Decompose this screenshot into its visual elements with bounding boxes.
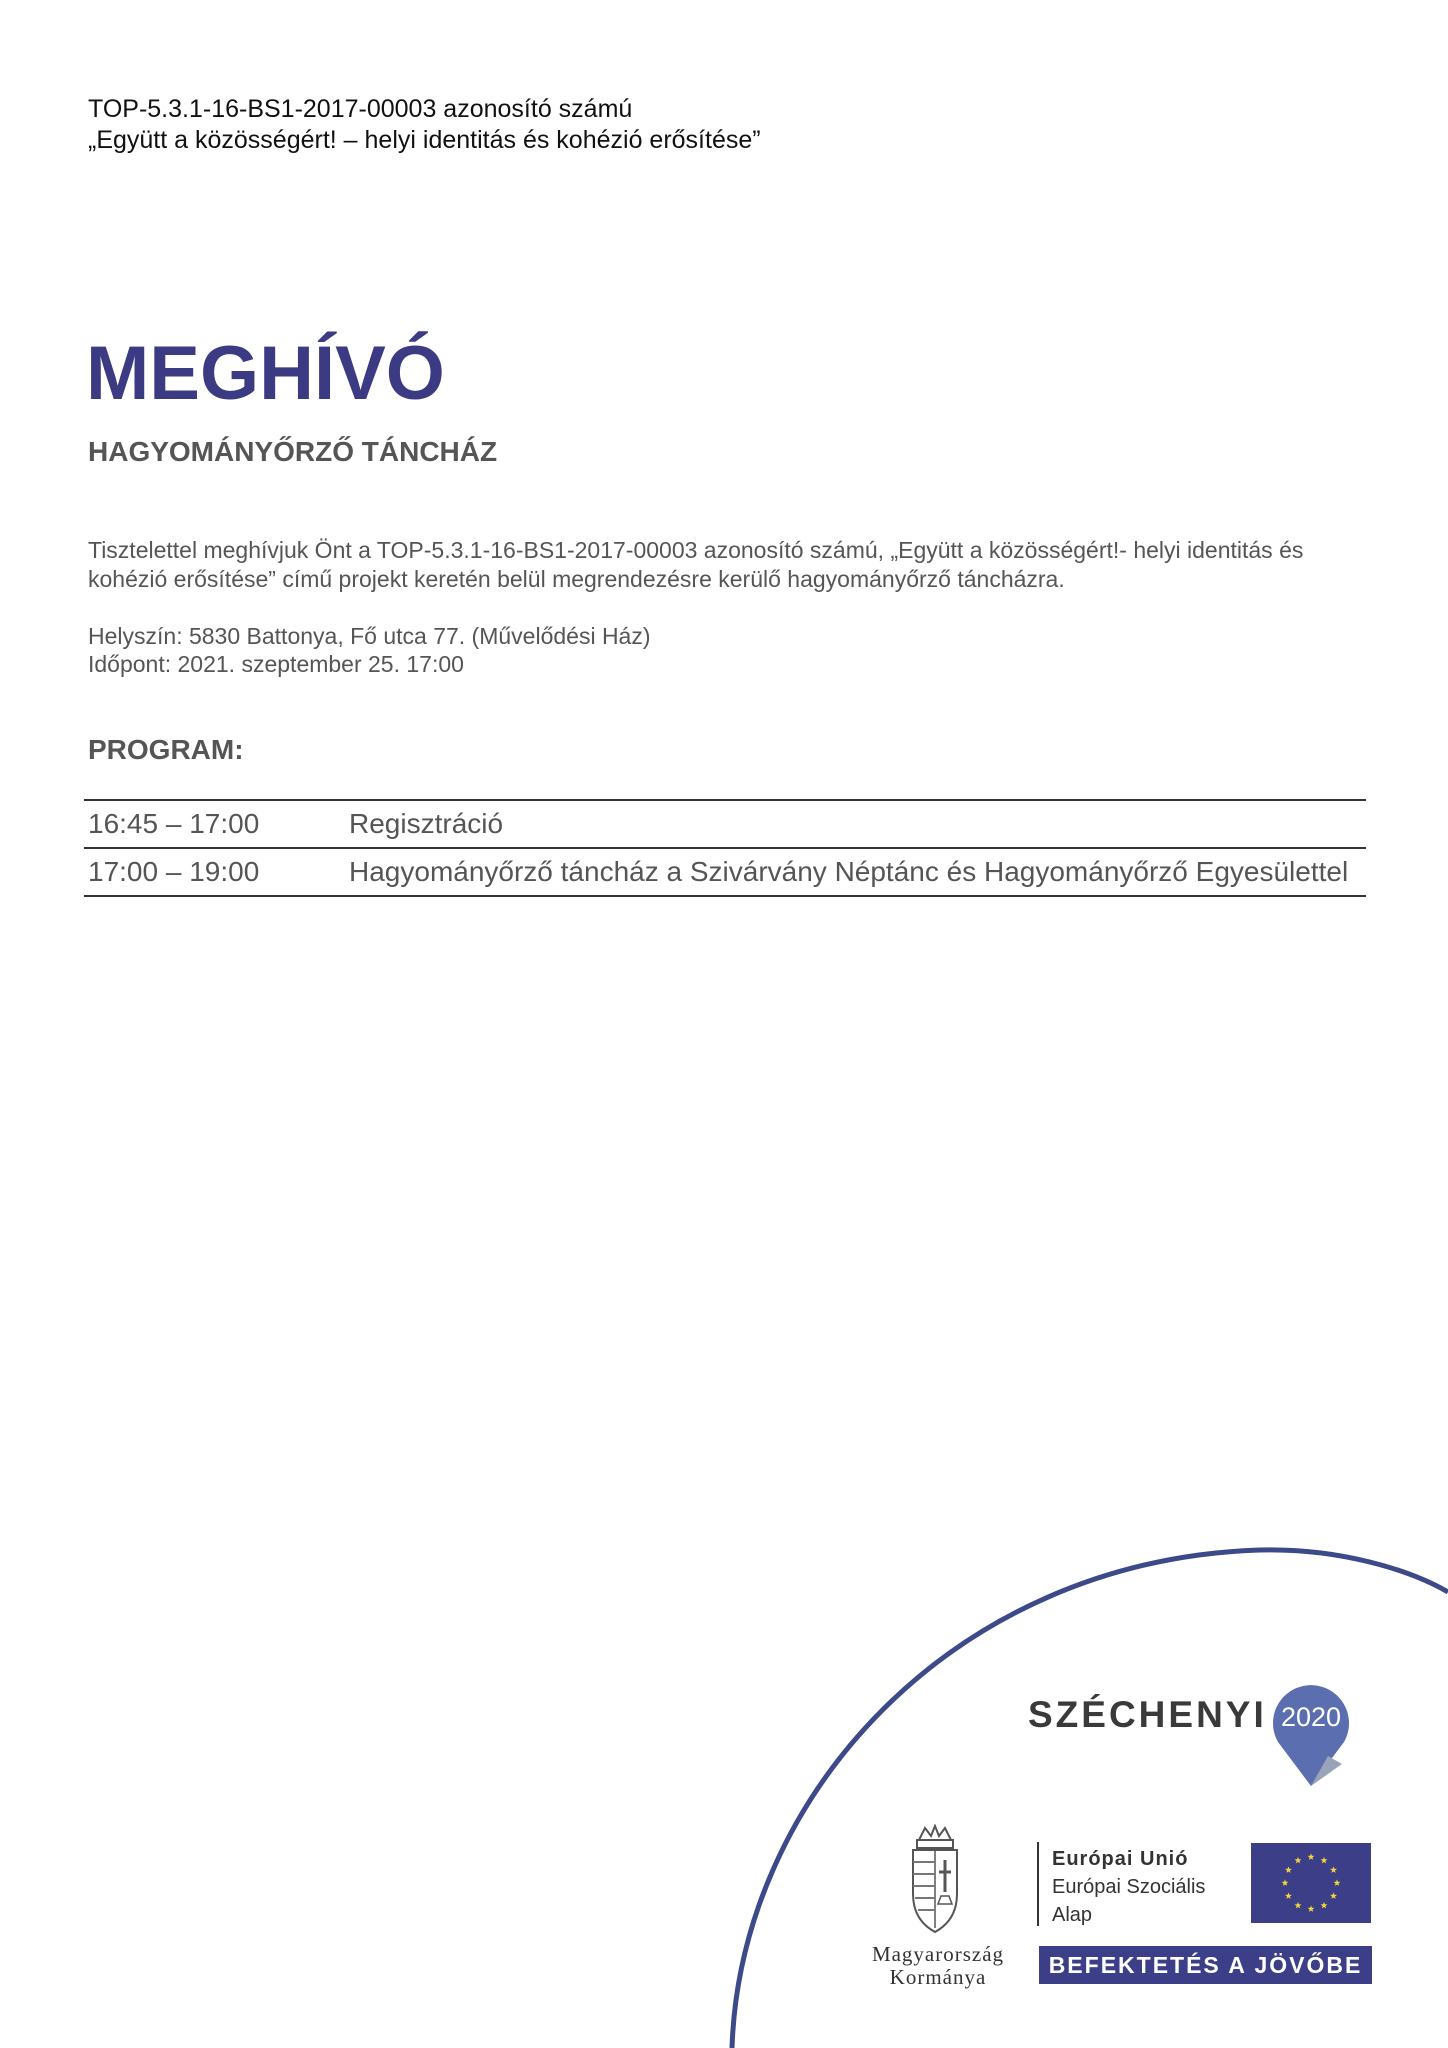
header-line-2: „Együtt a közösségért! – helyi identitás és kohézió erősítése” bbox=[88, 126, 761, 154]
program-activity: Regisztráció bbox=[345, 800, 1366, 848]
szechenyi-logo-text: SZÉCHENYI bbox=[1028, 1694, 1267, 1735]
program-heading: PROGRAM: bbox=[88, 734, 244, 765]
gov-line-1: Magyarország bbox=[871, 1942, 1005, 1966]
government-logo-text bbox=[850, 1943, 1026, 1989]
eu-divider bbox=[1037, 1842, 1039, 1926]
program-time: 17:00 – 19:00 bbox=[84, 848, 345, 896]
szechenyi-pin-icon bbox=[1268, 1676, 1354, 1788]
header-line-1: TOP-5.3.1-16-BS1-2017-00003 azonosító számú bbox=[88, 95, 633, 123]
event-time: Időpont: 2021. szeptember 25. 17:00 bbox=[88, 651, 464, 677]
eu-logo-text bbox=[1052, 1845, 1205, 1929]
eu-flag-icon bbox=[1251, 1843, 1371, 1923]
program-time: 16:45 – 17:00 bbox=[84, 800, 345, 848]
eu-line-1: Európai Unió bbox=[1052, 1848, 1189, 1870]
invest-banner: BEFEKTETÉS A JÖVŐBE bbox=[1039, 1946, 1372, 1984]
event-location: Helyszín: 5830 Battonya, Fő utca 77. (Művelődési Ház) bbox=[88, 623, 651, 649]
eu-line-3: Alap bbox=[1052, 1904, 1093, 1926]
gov-line-2: Kormánya bbox=[889, 1965, 987, 1989]
szechenyi-year: 2020 bbox=[1280, 1702, 1342, 1732]
intro-paragraph: Tisztelettel meghívjuk Önt a TOP-5.3.1-16-BS1-2017-00003 azonosító számú, „Együtt a közösségért!- helyi identitás és kohézió erősítése” című projekt keretén belül megrendezésre kerülő hagyományőrző táncházra. bbox=[88, 537, 1304, 592]
eu-line-2: Európai Szociális bbox=[1052, 1876, 1206, 1898]
page-title: MEGHÍVÓ bbox=[86, 331, 445, 416]
hungarian-coat-of-arms-icon bbox=[905, 1824, 965, 1936]
program-activity: Hagyományőrző táncház a Szivárvány Néptánc és Hagyományőrző Egyesülettel bbox=[345, 848, 1366, 896]
page-subtitle: HAGYOMÁNYŐRZŐ TÁNCHÁZ bbox=[88, 436, 498, 467]
